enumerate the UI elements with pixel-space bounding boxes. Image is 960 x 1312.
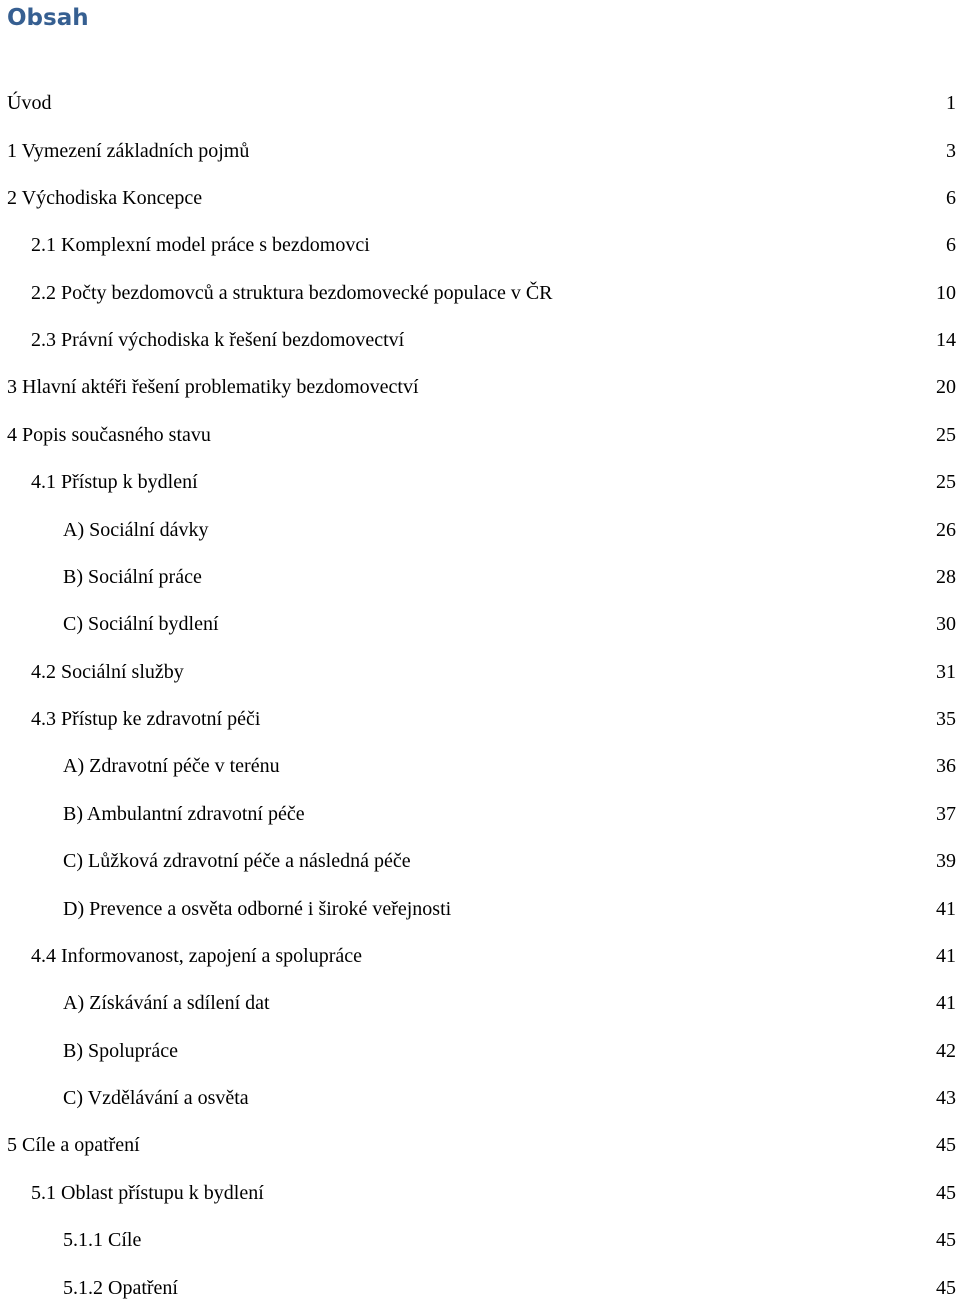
toc-entry-label: Úvod: [7, 92, 52, 115]
toc-entry-page-number: 37: [936, 802, 956, 825]
toc-entry-label: A) Zdravotní péče v terénu: [63, 755, 280, 778]
toc-entry[interactable]: [0, 601, 960, 648]
toc-entry-label: 2.1 Komplexní model práce s bezdomovci: [31, 234, 370, 257]
toc-entry-page-number: 39: [936, 850, 956, 873]
toc-entry-label: C) Vzdělávání a osvěta: [63, 1087, 249, 1110]
toc-entry-label: 4.2 Sociální služby: [31, 660, 184, 683]
toc-entry-label: 4.1 Přístup k bydlení: [31, 471, 198, 494]
toc-entry-page-number: 42: [936, 1039, 956, 1062]
toc-entry[interactable]: [0, 980, 960, 1027]
toc-entry-label: A) Získávání a sdílení dat: [63, 992, 270, 1015]
toc-entry-label: 5 Cíle a opatření: [7, 1134, 140, 1157]
toc-entry-page-number: 26: [936, 518, 956, 541]
table-of-contents: [0, 80, 960, 1312]
toc-entry-label: 4.4 Informovanost, zapojení a spolupráce: [31, 944, 363, 967]
toc-entry-label: D) Prevence a osvěta odborné i široké veřejnosti: [63, 897, 452, 920]
toc-entry-label: 2.3 Právní východiska k řešení bezdomovectví: [31, 329, 405, 352]
toc-entry-page-number: 35: [936, 708, 956, 731]
toc-entry[interactable]: [0, 649, 960, 696]
toc-entry-page-number: 25: [936, 423, 956, 446]
toc-entry-page-number: 20: [936, 376, 956, 399]
toc-entry-label: 4 Popis současného stavu: [7, 423, 211, 446]
toc-entry[interactable]: [0, 1217, 960, 1264]
toc-entry-label: B) Spolupráce: [63, 1039, 178, 1062]
toc-entry-label: 4.3 Přístup ke zdravotní péči: [31, 708, 261, 731]
toc-entry-label: B) Sociální práce: [63, 565, 202, 588]
toc-entry[interactable]: [0, 506, 960, 553]
toc-entry[interactable]: [0, 364, 960, 411]
toc-entry[interactable]: [0, 270, 960, 317]
toc-entry[interactable]: [0, 80, 960, 127]
toc-entry-label: 5.1.1 Cíle: [63, 1229, 142, 1252]
toc-entry[interactable]: [0, 791, 960, 838]
toc-entry[interactable]: [0, 317, 960, 364]
toc-entry-page-number: 45: [936, 1134, 956, 1157]
toc-entry-label: C) Lůžková zdravotní péče a následná péče: [63, 850, 411, 873]
toc-entry-page-number: 41: [936, 897, 956, 920]
toc-entry[interactable]: [0, 222, 960, 269]
toc-entry[interactable]: [0, 838, 960, 885]
toc-entry-page-number: 30: [936, 613, 956, 636]
toc-entry-label: B) Ambulantní zdravotní péče: [63, 802, 305, 825]
toc-entry-page-number: 10: [936, 281, 956, 304]
toc-entry[interactable]: [0, 1122, 960, 1169]
toc-entry[interactable]: [0, 412, 960, 459]
toc-entry[interactable]: [0, 1075, 960, 1122]
toc-entry-page-number: 45: [936, 1229, 956, 1252]
toc-entry[interactable]: [0, 1028, 960, 1075]
toc-entry-page-number: 25: [936, 471, 956, 494]
toc-entry-page-number: 3: [946, 139, 956, 162]
toc-entry-page-number: 41: [936, 992, 956, 1015]
page-title: Obsah: [7, 5, 89, 31]
toc-entry-page-number: 14: [936, 329, 956, 352]
toc-entry-page-number: 6: [946, 186, 956, 209]
toc-entry-label: 1 Vymezení základních pojmů: [7, 139, 250, 162]
toc-entry-label: 3 Hlavní aktéři řešení problematiky bezdomovectví: [7, 376, 419, 399]
toc-entry-label: C) Sociální bydlení: [63, 613, 219, 636]
toc-entry-label: 5.1 Oblast přístupu k bydlení: [31, 1181, 264, 1204]
toc-entry[interactable]: [0, 459, 960, 506]
toc-entry[interactable]: [0, 885, 960, 932]
toc-entry[interactable]: [0, 1170, 960, 1217]
toc-entry-page-number: 6: [946, 234, 956, 257]
toc-entry-page-number: 28: [936, 565, 956, 588]
toc-entry[interactable]: [0, 554, 960, 601]
toc-entry-page-number: 43: [936, 1087, 956, 1110]
toc-entry[interactable]: [0, 1264, 960, 1311]
toc-entry[interactable]: [0, 743, 960, 790]
toc-entry-page-number: 45: [936, 1181, 956, 1204]
toc-entry-page-number: 45: [936, 1276, 956, 1299]
toc-entry[interactable]: [0, 127, 960, 174]
toc-entry-label: 2.2 Počty bezdomovců a struktura bezdomovecké populace v ČR: [31, 281, 553, 304]
toc-entry[interactable]: [0, 175, 960, 222]
toc-entry-label: A) Sociální dávky: [63, 518, 209, 541]
toc-entry-label: 2 Východiska Koncepce: [7, 186, 203, 209]
toc-entry-page-number: 31: [936, 660, 956, 683]
toc-entry-page-number: 36: [936, 755, 956, 778]
toc-entry-page-number: 1: [946, 92, 956, 115]
toc-entry[interactable]: [0, 696, 960, 743]
toc-entry[interactable]: [0, 933, 960, 980]
toc-entry-label: 5.1.2 Opatření: [63, 1276, 178, 1299]
toc-entry-page-number: 41: [936, 944, 956, 967]
